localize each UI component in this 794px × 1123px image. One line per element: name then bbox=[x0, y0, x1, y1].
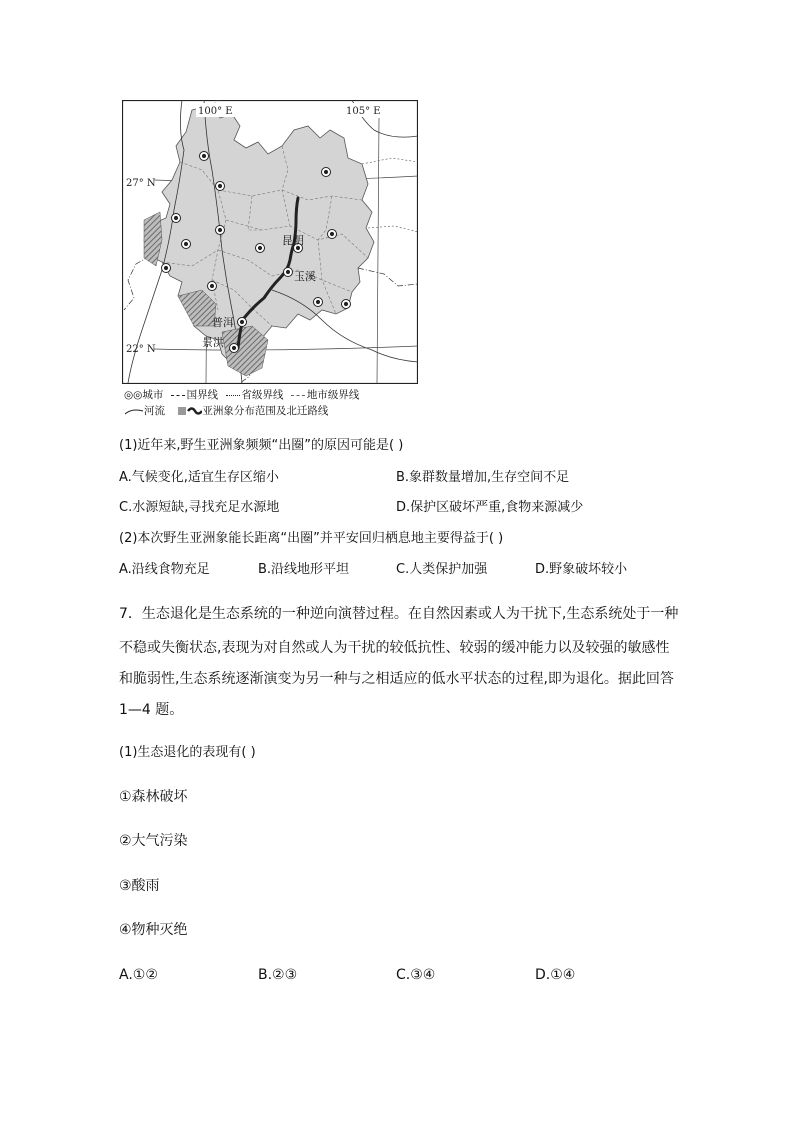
city-label-kunming: 昆明 bbox=[282, 234, 304, 247]
city-marker bbox=[328, 230, 337, 239]
q6-sub1-stem: (1)近年来,野生亚洲象频频“出圈”的原因可能是( ) bbox=[119, 438, 404, 453]
q6-sub1-option-b: B.象群数量增加,生存空间不足 bbox=[396, 470, 570, 485]
city-marker bbox=[182, 240, 191, 249]
q6-sub1-option-a: A.气候变化,适宜生存区缩小 bbox=[119, 470, 279, 485]
legend-route-icon bbox=[178, 406, 202, 416]
lon-label-105: 105° E bbox=[346, 106, 381, 117]
city-marker bbox=[216, 182, 225, 191]
q7-sub1-stem: (1)生态退化的表现有( ) bbox=[119, 745, 256, 760]
city-marker bbox=[216, 226, 225, 235]
legend-national: 国界线 bbox=[186, 389, 219, 401]
legend-river-icon bbox=[124, 406, 144, 416]
lon-label-100: 100° E bbox=[198, 106, 233, 117]
legend-prefecture-line bbox=[291, 395, 305, 396]
city-marker-yuxi bbox=[284, 268, 293, 277]
lat-label-27: 27° N bbox=[126, 178, 156, 189]
city-marker bbox=[162, 264, 171, 273]
lat-label-22: 22° N bbox=[126, 344, 156, 355]
q6-sub1-option-c: C.水源短缺,寻找充足水源地 bbox=[119, 500, 280, 515]
legend-national-line bbox=[171, 395, 185, 396]
legend-prefecture: 地市级界线 bbox=[306, 389, 360, 401]
city-marker bbox=[314, 298, 323, 307]
map-svg bbox=[122, 100, 418, 384]
q6-sub1-option-d: D.保护区破坏严重,食物来源减少 bbox=[396, 500, 584, 515]
q6-sub2-stem: (2)本次野生亚洲象能长距离“出圈”并平安回归栖息地主要得益于( ) bbox=[119, 531, 504, 546]
city-marker bbox=[322, 168, 331, 177]
city-marker-puer bbox=[238, 318, 247, 327]
q7-passage-line-4: 1—4 题。 bbox=[119, 702, 184, 718]
legend-province-line bbox=[226, 395, 240, 396]
q7-item-1: ①森林破坏 bbox=[119, 789, 188, 805]
q6-sub2-option-c: C.人类保护加强 bbox=[396, 562, 488, 577]
q7-sub1-option-a: A.①② bbox=[119, 967, 158, 983]
q7-sub1-option-b: B.②③ bbox=[258, 967, 298, 983]
city-label-puer: 普洱 bbox=[212, 316, 234, 329]
city-marker bbox=[200, 152, 209, 161]
city-marker bbox=[208, 282, 217, 291]
legend-province: 省级界线 bbox=[241, 389, 284, 401]
map-figure bbox=[122, 100, 418, 384]
legend-city: ◎◎城市 bbox=[124, 389, 164, 401]
city-label-jinghong: 景洪 bbox=[202, 336, 224, 349]
q6-sub2-option-d: D.野象破坏较小 bbox=[535, 562, 628, 577]
legend-route: 亚洲象分布范围及北迁路线 bbox=[202, 405, 329, 417]
map-legend-row-2 bbox=[124, 404, 328, 418]
q7-item-3: ③酸雨 bbox=[119, 878, 160, 894]
city-marker bbox=[256, 244, 265, 253]
q7-sub1-option-c: C.③④ bbox=[396, 967, 436, 983]
q7-item-2: ②大气污染 bbox=[119, 833, 188, 849]
q7-item-4: ④物种灭绝 bbox=[119, 922, 188, 938]
city-marker-jinghong bbox=[230, 344, 239, 353]
q6-sub2-option-a: A.沿线食物充足 bbox=[119, 562, 210, 577]
q7-passage-line-2: 不稳或失衡状态,表现为对自然或人为干扰的较低抗性、较弱的缓冲能力以及较强的敏感性 bbox=[119, 640, 670, 656]
map-legend-row-1 bbox=[124, 388, 359, 402]
city-marker bbox=[342, 300, 351, 309]
legend-river: 河流 bbox=[144, 405, 165, 417]
city-marker bbox=[172, 214, 181, 223]
q7-sub1-option-d: D.①④ bbox=[535, 967, 576, 983]
city-label-yuxi: 玉溪 bbox=[294, 270, 316, 283]
q7-passage-line-1: 7．生态退化是生态系统的一种逆向演替过程。在自然因素或人为干扰下,生态系统处于一种 bbox=[119, 606, 679, 622]
q7-passage-line-3: 和脆弱性,生态系统逐渐演变为另一种与之相适应的低水平状态的过程,即为退化。据此回答 bbox=[119, 671, 674, 687]
q6-sub2-option-b: B.沿线地形平坦 bbox=[258, 562, 350, 577]
